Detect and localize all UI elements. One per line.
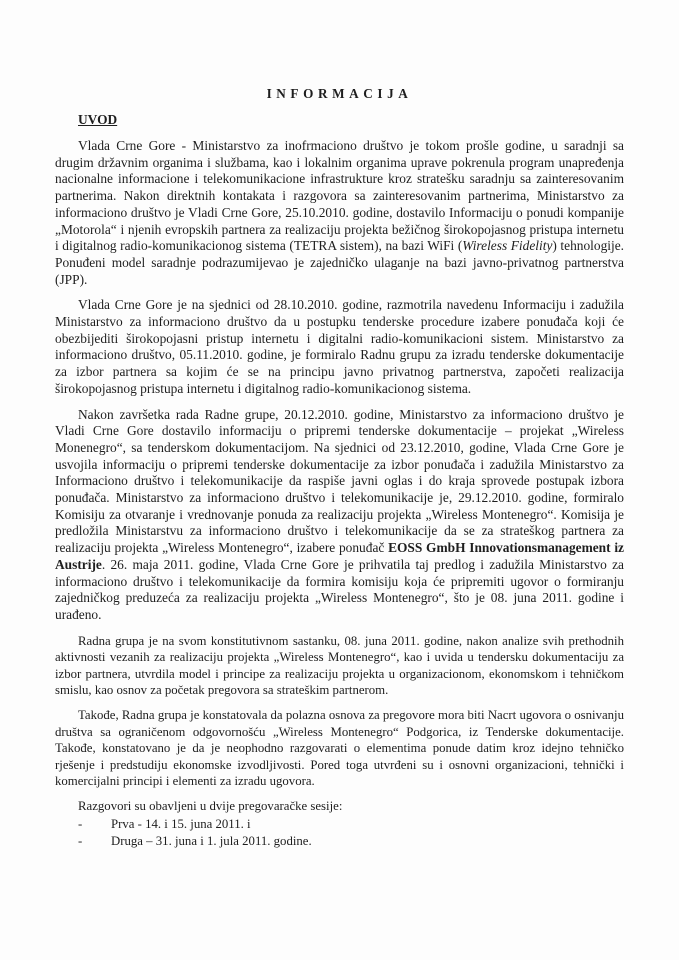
paragraph-5: Takođe, Radna grupa je konstatovala da polazna osnova za pregovore mora biti Nacrt ugovora o osnivanju društva sa ograničenom odgovornošću „Wireless Montenegro“ Podgorica, iz Tenderske dokumentacije. Takođe, konstatovano je da je neophodno razgovarati o elementima ponude datim kroz idejno tehničko rješenje i predstudiju ekonomske izvodljivosti. Pored toga utvrđeni su i osnovni organizacioni, tehnički i komercijalni principi i elementi za izradu ugovora. (55, 708, 624, 788)
paragraph-4: Radna grupa je na svom konstitutivnom sastanku, 08. juna 2011. godine, nakon analize svih prethodnih aktivnosti vezanih za realizaciju projekta „Wireless Montenegro“, kao i uvida u tendersku dokumentaciju za izbor partnera, utvrdila model i principe za realizaciju projekta u organizacionom, ekonomskom i tehničkom smislu, kao osnov za početak pregovora sa strateškim partnerom. (55, 633, 624, 697)
list-item-text: Druga – 31. juna i 1. jula 2011. godine. (111, 834, 312, 849)
list-item-text: Prva - 14. i 15. juna 2011. i (111, 816, 251, 831)
paragraph-3 (55, 407, 624, 624)
list-item-second-session (78, 833, 624, 851)
section-heading-uvod: UVOD (78, 112, 118, 127)
paragraph-3-text-start: Nakon završetka rada Radne grupe, 20.12.2010. godine, Ministarstvo za informaciono društvo je Vladi Crne Gore dostavilo informaciju o pripremi tenderske dokumentacije – projekat „Wireless Monenegro“, sa tenderskom dokumentacijom. Na sjednici od 23.12.2010, godine, Vlada Crne Gore je usvojila informaciju o pripremi tenderske dokumentacije za izbor ponuđača i zadužila Ministarstvo za Informaciono društvo i telekomunikacije da raspiše javni oglas i do kraja sprovede postupak izbora ponuđača. Ministarstvo za informaciono društvo i telekomunikacije je, 29.12.2010. godine, formiralo Komisiju za otvaranje i vrednovanje ponuda za realizaciju projekta „Wireless Montenegro“. Komisija je predložila Ministarstvu za informaciono društvo i telekomunikacije da se za strateškog partnera za realizaciju projekta „Wireless Montenegro“, izabere ponuđač (55, 406, 624, 556)
list-dash: - (78, 834, 83, 849)
bold-eoss-partner-name: EOSS GmbH Innovationsmanagement iz Austrije (55, 540, 624, 572)
italic-wireless-fidelity: Wireless Fidelity (462, 238, 553, 254)
paragraph-1-text-end: ) tehnologije. Ponuđeni model saradnje podrazumijevao je zajedničko ulaganje na bazi javno-privatnog partnerstva (JPP). (55, 238, 625, 287)
list-dash: - (78, 816, 83, 831)
paragraph-2: Vlada Crne Gore je na sjednici od 28.10.2010. godine, razmotrila navedenu Informaciju i zadužila Ministarstvo za informaciono društvo da u postupku tenderske procedure izabere ponuđača koji će obezbijediti širokopojasni pristup internetu i digitalni radio-komunikacioni sistem. Ministarstvo za informaciono društvo, 05.11.2010. godine, je formiralo Radnu grupu za izradu tenderske dokumentacije za izbor partnera sa kojim će se na principu javno privatnog partnerstva, započeti realizacija širokopojasnog pristupa internetu i digitalnog radio-komunikacionog sistema. (55, 297, 624, 396)
list-item-first-session (78, 816, 624, 834)
paragraph-1 (55, 138, 624, 288)
session-list (78, 816, 624, 851)
paragraph-6-intro: Razgovori su obavljeni u dvije pregovaračke sesije: (78, 799, 343, 814)
paragraph-1-text-start: Vlada Crne Gore - Ministarstvo za inofrmaciono društvo je tokom prošle godine, u saradnji sa drugim državnim organima i službama, kao i lokalnim organima uprave pokrenula program unapređenja nacionalne informacione i telekomunikacione infrastrukture kroz stratešku saradnju sa zainteresovanim partnerima. Nakon direktnih kontakata i razgovora sa zainteresovanim partnerima, Ministarstvo za informaciono društvo je Vladi Crne Gore, 25.10.2010. godine, dostavilo Informaciju o ponudi kompanije „Motorola“ i njenih evropskih partnera za realizaciju projekta bežičnog širokopojasnog pristupa internetu i digitalnog radio-komunikacionog sistema (TETRA sistem), na bazi WiFi ( (55, 138, 624, 254)
paragraph-3-text-end: . 26. maja 2011. godine, Vlada Crne Gore je prihvatila taj predlog i zadužila Ministarstvo za informaciono društvo i telekomunikacije da formira komisiju koja će pripremiti ugovor o formiranju zajedničkog preduzeća za realizaciju projekta „Wireless Montenegro“, što je 08. juna 2011. godine i urađeno. (55, 556, 624, 622)
document-title: INFORMACIJA (266, 86, 413, 101)
section-heading-row (55, 111, 624, 129)
